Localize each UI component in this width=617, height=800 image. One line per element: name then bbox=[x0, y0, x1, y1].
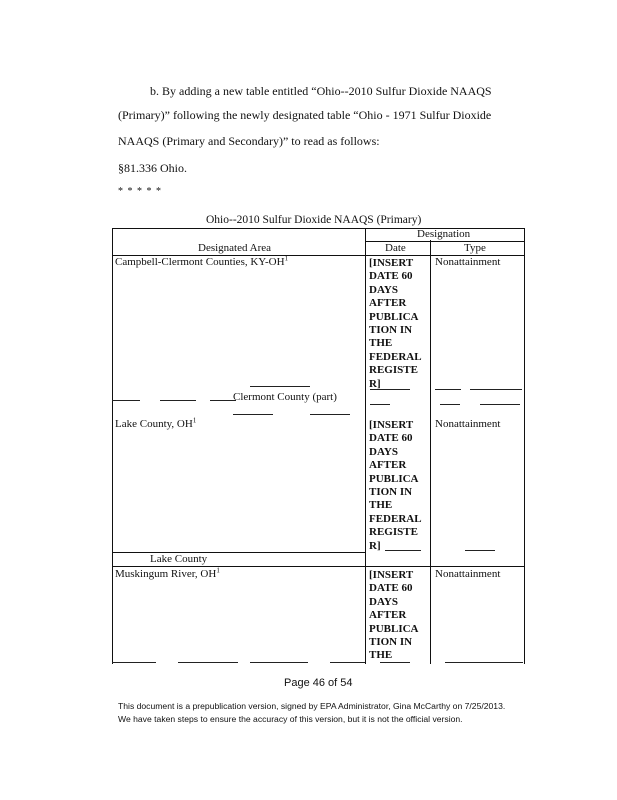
row-1-subarea-rule bbox=[370, 389, 410, 390]
row-2-subarea: Lake County bbox=[150, 553, 208, 565]
row-2-date-line: DAYS bbox=[369, 445, 398, 458]
row-1-subarea-rule bbox=[160, 400, 196, 401]
row-2-footnote: 1 bbox=[192, 416, 197, 425]
row-1-subarea-rule bbox=[470, 389, 522, 390]
row-1-subarea-rule bbox=[440, 404, 460, 405]
body-text-line-1: b. By adding a new table entitled “Ohio--2010 Sulfur Dioxide NAAQS bbox=[150, 84, 492, 98]
row-2-type: Nonattainment bbox=[435, 418, 501, 430]
prepublication-disclaimer: This document is a prepublication version, signed by EPA Administrator, Gina McCarthy on 7/25/2013. We have taken steps to ensure the accuracy of this version, but it is not the official version. bbox=[118, 701, 506, 724]
row-3-date-line: PUBLICA bbox=[369, 622, 419, 635]
page-number: Page 46 of 54 bbox=[284, 677, 353, 689]
row-1-date-line: REGISTE bbox=[369, 364, 418, 377]
table-bottom-rule bbox=[112, 662, 156, 663]
row-3-date-line: THE bbox=[369, 649, 393, 662]
row-3-date-line: DAYS bbox=[369, 595, 398, 608]
row-1-subarea-rule bbox=[480, 404, 520, 405]
row-2-bottom-border bbox=[112, 566, 525, 567]
row-1-date-line: R] bbox=[369, 377, 381, 390]
section-heading: §81.336 Ohio. bbox=[118, 161, 187, 175]
row-2-subarea-rule bbox=[385, 550, 421, 551]
row-2-date-line: AFTER bbox=[369, 459, 407, 472]
row-3-date-line: TION IN bbox=[369, 636, 413, 649]
row-3-footnote: 1 bbox=[216, 566, 220, 575]
header-date: Date bbox=[385, 242, 406, 254]
row-2-date-line: REGISTE bbox=[369, 526, 418, 539]
row-1-date-line: AFTER bbox=[369, 297, 407, 310]
table-bottom-rule bbox=[445, 662, 523, 663]
table-bottom-rule bbox=[250, 662, 308, 663]
table-left-border bbox=[112, 228, 113, 664]
row-2-date-line: R] bbox=[369, 539, 381, 552]
ellipsis-stars: * * * * * bbox=[118, 186, 162, 197]
row-1-area bbox=[115, 256, 288, 268]
row-2-date bbox=[369, 419, 431, 553]
row-1-date-line: DATE 60 bbox=[369, 270, 413, 283]
table-bottom-rule bbox=[380, 662, 410, 663]
row-3-type: Nonattainment bbox=[435, 568, 501, 580]
row-1-date-line: DAYS bbox=[369, 283, 398, 296]
row-2-subarea-rule bbox=[465, 550, 495, 551]
row-1-date bbox=[369, 257, 431, 391]
table-right-border bbox=[524, 228, 525, 664]
header-type: Type bbox=[464, 242, 486, 254]
row-3-date-line: DATE 60 bbox=[369, 582, 413, 595]
row-2-date-line: THE bbox=[369, 499, 393, 512]
row-2-date-line: FEDERAL bbox=[369, 512, 422, 525]
column-separator-area-date bbox=[365, 228, 366, 664]
row-1-area-text: Campbell-Clermont Counties, KY-OH bbox=[115, 256, 285, 268]
table-title: Ohio--2010 Sulfur Dioxide NAAQS (Primary) bbox=[206, 214, 422, 226]
row-2-area-text: Lake County, OH bbox=[115, 418, 193, 430]
row-1-subarea-rule bbox=[112, 400, 140, 401]
row-1-subarea-rule bbox=[435, 389, 461, 390]
body-text-line-2: (Primary)” following the newly designated table “Ohio - 1971 Sulfur Dioxide bbox=[118, 108, 492, 122]
row-1-subarea: Clermont County (part) bbox=[233, 391, 337, 403]
row-2-date-line: PUBLICA bbox=[369, 472, 419, 485]
row-1-date-line: PUBLICA bbox=[369, 310, 419, 323]
row-2-area bbox=[115, 418, 196, 430]
row-3-date-line: AFTER bbox=[369, 609, 407, 622]
row-3-area bbox=[115, 568, 220, 580]
table-bottom-rule bbox=[330, 662, 365, 663]
row-1-date-line: TION IN bbox=[369, 324, 413, 337]
header-designation: Designation bbox=[417, 228, 471, 240]
row-1-subarea-rule bbox=[370, 404, 390, 405]
row-3-date bbox=[369, 569, 431, 663]
row-1-date-line: [INSERT bbox=[369, 257, 414, 269]
row-1-type: Nonattainment bbox=[435, 256, 501, 268]
row-2-date-line: DATE 60 bbox=[369, 432, 413, 445]
row-1-subarea-rule bbox=[250, 386, 310, 387]
row-2-date-line: [INSERT bbox=[369, 419, 414, 431]
row-3-area-text: Muskingum River, OH bbox=[115, 568, 217, 580]
row-1-date-line: THE bbox=[369, 337, 393, 350]
body-text-line-3: NAAQS (Primary and Secondary)” to read as follows: bbox=[118, 134, 380, 148]
row-3-date-line: [INSERT bbox=[369, 569, 414, 581]
header-designated-area: Designated Area bbox=[198, 242, 271, 254]
row-2-date-line: TION IN bbox=[369, 486, 413, 499]
row-1-footnote: 1 bbox=[284, 254, 289, 263]
table-bottom-rule bbox=[178, 662, 238, 663]
row-1-subarea-rule bbox=[233, 414, 273, 415]
row-1-date-line: FEDERAL bbox=[369, 350, 422, 363]
row-1-subarea-rule bbox=[310, 414, 350, 415]
